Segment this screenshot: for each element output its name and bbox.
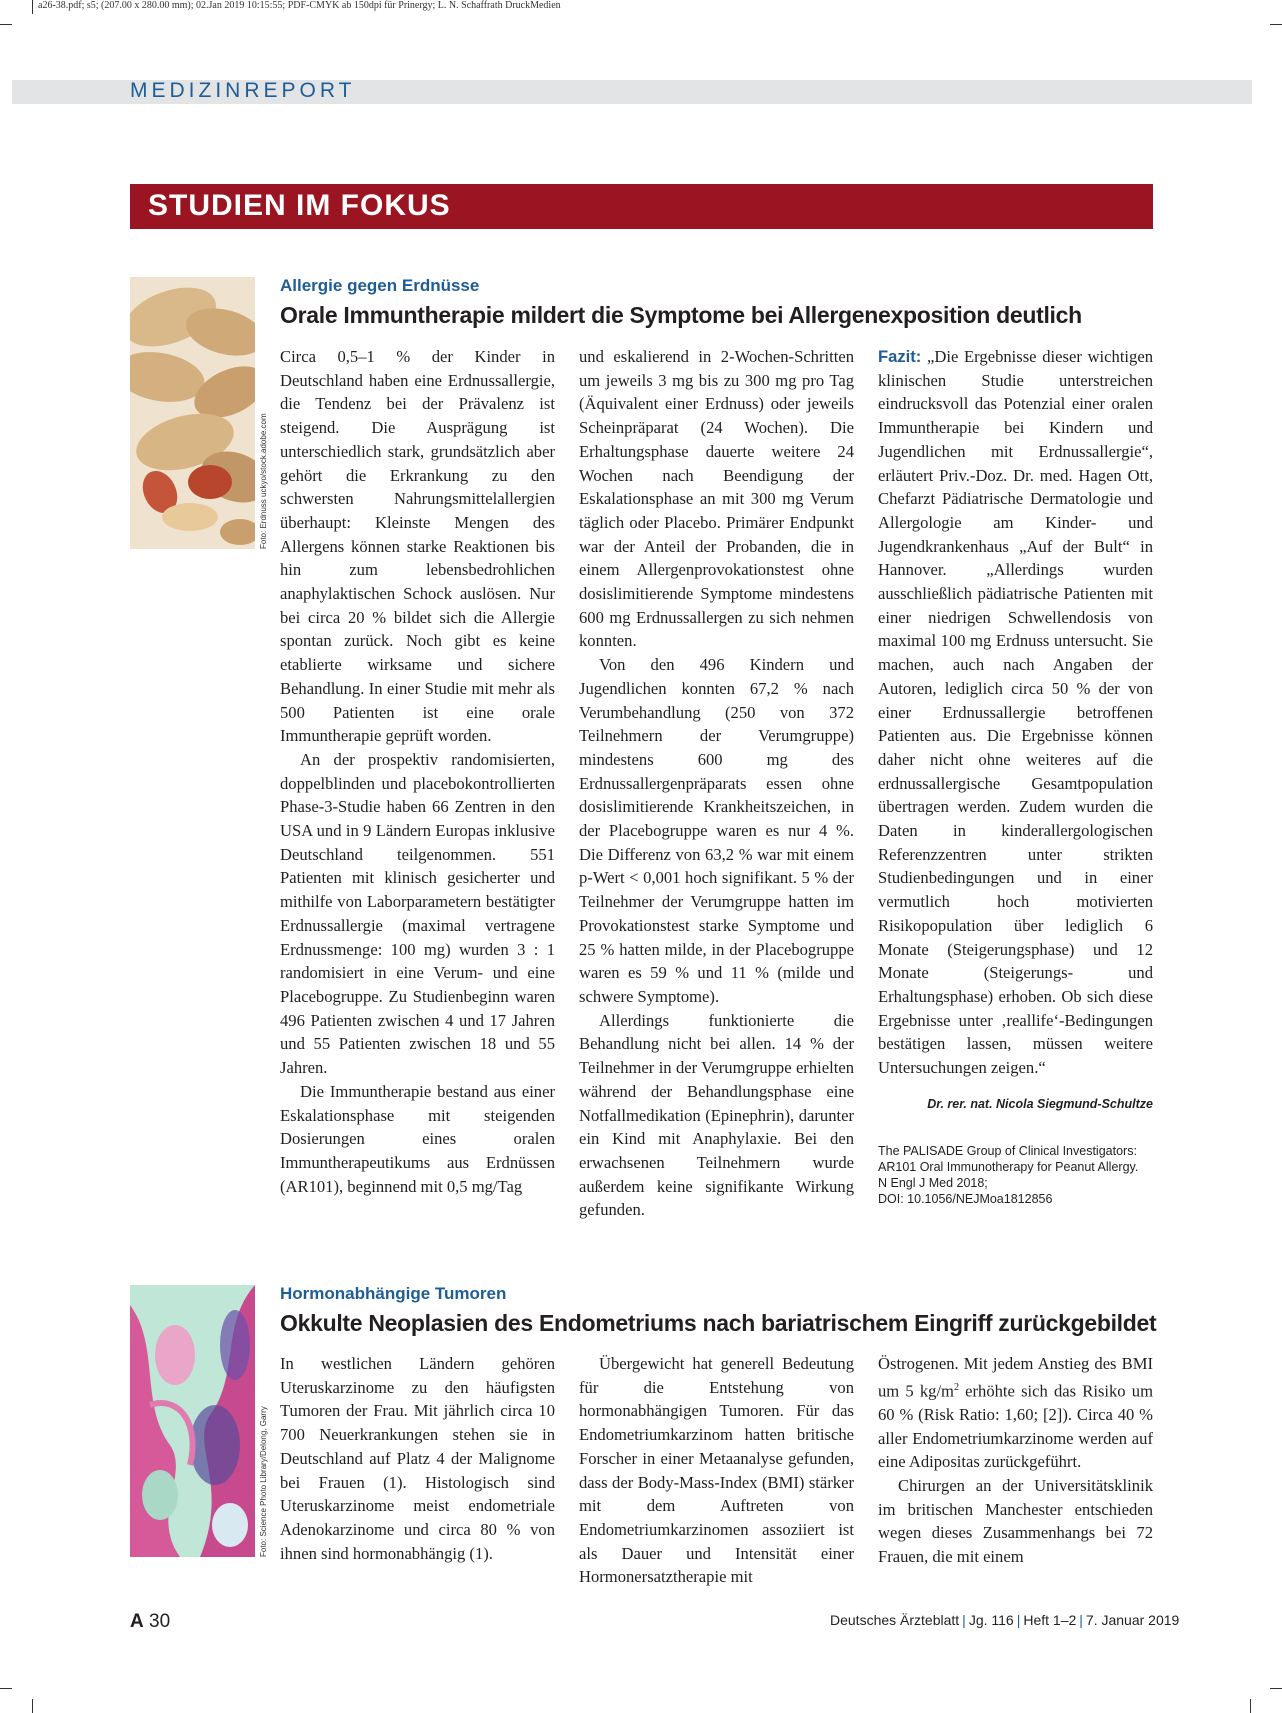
paragraph (878, 1352, 1153, 1474)
reference-line: The PALISADE Group of Clinical Investigators: (878, 1144, 1137, 1158)
text-run: Östrogenen. Mit jedem Anstieg des BMI um 5 kg/m (878, 1354, 1153, 1401)
journal-volume: Jg. 116 (968, 1612, 1014, 1628)
superscript: 2 (953, 1381, 959, 1393)
journal-date: 7. Januar 2019 (1085, 1612, 1180, 1628)
histology-illustration (130, 1285, 255, 1557)
article1-kicker: Allergie gegen Erdnüsse (280, 276, 480, 295)
journal-name: Deutsches Ärzteblatt (830, 1612, 960, 1628)
page-number-value: 30 (149, 1611, 171, 1632)
article1-author: Dr. rer. nat. Nicola Siegmund-Schultze (927, 1097, 1153, 1111)
journal-issue: Heft 1–2 (1023, 1612, 1077, 1628)
photo-credit: Foto: Science Photo Library/Delong, Garry (259, 1406, 268, 1557)
fazit-text: „Die Ergebnisse dieser wichtigen klinischen Studie unterstreichen eindrucksvoll das Potenzial einer oralen Immuntherapie bei Kindern und Jugendlichen mit Erdnussallergie“, erläutert Priv.-Doz. Dr. med. Hagen Ott, Chefarzt Pädiatrische Dermatologie und Allergologie am Kinder- und Jugendkrankenhaus „Auf der Bult“ in Hannover. „Allerdings wurden ausschließlich pädiatrische Patienten mit einer niedrigen Schwellendosis von maximal 100 mg Erdnuss untersucht. Sie machen, auch nach Angaben der Autoren, lediglich circa 50 % der von einer Erdnussallergie betroffenen Patienten aus. Die Ergebnisse können daher nicht ohne weiteres auf die erdnussallergische Gesamtpopulation übertragen werden. Zudem wurden die Daten in kinderallergologischen Referenzzentren unter strikten Studienbedingungen und in einer vermutlich hoch motivierten Risikopopulation über lediglich 6 Monate (Steigerungsphase) und 12 Monate (Steigerungs- und Erhaltungsphase) erhoben. Ob sich diese Ergebnisse unter ‚reallife‘-Bedingungen bestätigen lassen, müssen weitere Untersuchungen zeigen.“ (878, 347, 1153, 1078)
article2-column-1 (280, 1352, 555, 1565)
reference-line: N Engl J Med 2018; (878, 1176, 988, 1190)
crop-mark (1270, 24, 1282, 25)
focus-banner (130, 184, 1153, 229)
focus-title: STUDIEN IM FOKUS (148, 189, 451, 222)
article1-headline: Orale Immuntherapie mildert die Symptome bei Allergenexposition deutlich (280, 302, 1082, 328)
peanut-photo (130, 277, 255, 549)
crop-mark (32, 1699, 33, 1713)
separator: | (1016, 1612, 1021, 1628)
section-label: MEDIZINREPORT (130, 79, 356, 102)
separator: | (962, 1612, 966, 1628)
article2-column-3 (878, 1352, 1153, 1569)
article1-column-3 (878, 345, 1153, 1080)
paragraph: An der prospektiv randomisierten, doppelblinden und placebokontrollierten Phase-3-Studie haben 66 Zentren in den USA und in 9 Ländern Europas inklusive Deutschland teilgenommen. 551 Patienten mit klinisch gesicherter und mithilfe von Laborparametern bestätigter Erdnussallergie (maximal vertragene Erdnussmenge: 100 mg) wurden 3 : 1 randomisiert in eine Verum- und eine Placebogruppe. Zu Studienbeginn waren 496 Patienten zwischen 4 und 17 Jahren und 55 Patienten zwischen 18 und 55 Jahren. (280, 749, 555, 1078)
crop-mark (1270, 1688, 1282, 1689)
fazit-label: Fazit: (878, 347, 922, 366)
page-number (130, 1611, 170, 1633)
article1-column-2 (579, 345, 854, 1222)
journal-footer (830, 1612, 1180, 1628)
paragraph: Chirurgen an der Universitätsklinik im britischen Manchester entschieden wegen dieses Zusammenhangs bei 72 Frauen, die mit einem (878, 1476, 1153, 1567)
paragraph: Circa 0,5–1 % der Kinder in Deutschland haben eine Erdnussallergie, die Tendenz bei der Prävalenz ist steigend. Die Ausprägung ist unterschiedlich stark, grundsätzlich aber gehört die Erkrankung zu den schwersten Nahrungsmittelallergien überhaupt: Kleinste Mengen des Allergens können starke Reaktionen bis hin zum lebensbedrohlichen anaphylaktischen Schock auslösen. Nur bei circa 20 % bildet sich die Allergie spontan zurück. Noch gibt es keine etablierte wirksame und sichere Behandlung. In einer Studie mit mehr als 500 Patienten ist eine orale Immuntherapie geprüft worden. (280, 347, 555, 746)
paragraph: Die Immuntherapie bestand aus einer Eskalationsphase mit steigenden Dosierungen eines oralen Immuntherapeutikums aus Erdnüssen (AR101), beginnend mit 0,5 mg/Tag (280, 1081, 555, 1196)
article1-reference (878, 1143, 1168, 1207)
paragraph: und eskalierend in 2-Wochen-Schritten um jeweils 3 mg bis zu 300 mg pro Tag (Äquivalent einer Erdnuss) oder jeweils Scheinpräparat (24 Wochen). Die Erhaltungsphase dauerte weitere 24 Wochen nach Beendigung der Eskalationsphase an mit 300 mg Verum täglich oder Placebo. Primärer Endpunkt war der Anteil der Probanden, die in einem Allergenprovokationstest ohne dosislimitierende Symptome mindestens 600 mg Erdnussallergen zu sich nehmen konnten. (579, 347, 854, 651)
crop-mark (0, 1688, 12, 1689)
paragraph: Von den 496 Kindern und Jugendlichen konnten 67,2 % nach Verumbehandlung (250 von 372 Teilnehmern der Verumgruppe) mindestens 600 mg des Erdnussallergenpräparats essen ohne dosislimitierende Krankheitszeichen, in der Placebogruppe waren es nur 4 %. Die Differenz von 63,2 % war mit einem p-Wert < 0,001 hoch signifikant. 5 % der Teilnehmer der Verumgruppe hatten im Provokationstest starke Symptome und 25 % hatten milde, in der Placebogruppe waren es 59 % und 11 % (milde und schwere Symptome). (579, 655, 854, 1006)
paragraph: In westlichen Ländern gehören Uteruskarzinome zu den häufigsten Tumoren der Frau. Mit jährlich circa 10 700 Neuerkrankungen stehen sie in Deutschland auf Platz 4 der Malignome bei Frauen (1). Histologisch sind Uteruskarzinome meist endometriale Adenokarzinome und circa 80 % von ihnen sind hormonabhängig (1). (280, 1354, 555, 1563)
photo-credit: Foto: Erdnuss uckyo/stock.adobe.com (259, 413, 268, 549)
fazit-paragraph (878, 345, 1153, 1080)
separator: | (1079, 1612, 1083, 1628)
article2-kicker: Hormonabhängige Tumoren (280, 1284, 507, 1303)
crop-mark (0, 24, 12, 25)
article1-column-1 (280, 345, 555, 1198)
text-run: erhöhte sich das Risiko um 60 % (Risk Ratio: 1,60; [2]). Circa 40 % aller Endometriumkarzinome werden auf eine Adipositas zurückgeführt. (878, 1381, 1153, 1472)
histology-photo (130, 1285, 255, 1557)
article2-column-2 (579, 1352, 854, 1589)
article2-headline: Okkulte Neoplasien des Endometriums nach bariatrischem Eingriff zurückgebildet (280, 1310, 1157, 1336)
reference-line: DOI: 10.1056/NEJMoa1812856 (878, 1192, 1053, 1206)
crop-mark (1250, 1699, 1251, 1713)
print-metadata: a26-38.pdf; s5; (207.00 x 280.00 mm); 02.Jan 2019 10:15:55; PDF-CMYK ab 150dpi für Prinergy; L. N. Schaffrath DruckMedien (38, 0, 561, 11)
page-prefix: A (130, 1611, 144, 1632)
crop-mark (32, 0, 33, 14)
paragraph: Übergewicht hat generell Bedeutung für die Entstehung von hormonabhängigen Tumoren. Für das Endometriumkarzinom hatten britische Forscher in einer Metaanalyse gefunden, dass der Body-Mass-Index (BMI) stärker mit dem Auftreten von Endometriumkarzinomen assoziiert ist als Dauer und Intensität einer Hormonersatztherapie mit (579, 1354, 854, 1587)
reference-line: AR101 Oral Immunotherapy for Peanut Allergy. (878, 1160, 1139, 1174)
paragraph: Allerdings funktionierte die Behandlung nicht bei allen. 14 % der Teilnehmer in der Verumgruppe erhielten während der Behandlungsphase eine Notfallmedikation (Epinephrin), darunter ein Kind mit Anaphylaxie. Bei den erwachsenen Teilnehmern wurde außerdem keine signifikante Wirkung gefunden. (579, 1010, 854, 1220)
peanut-illustration (130, 277, 255, 549)
